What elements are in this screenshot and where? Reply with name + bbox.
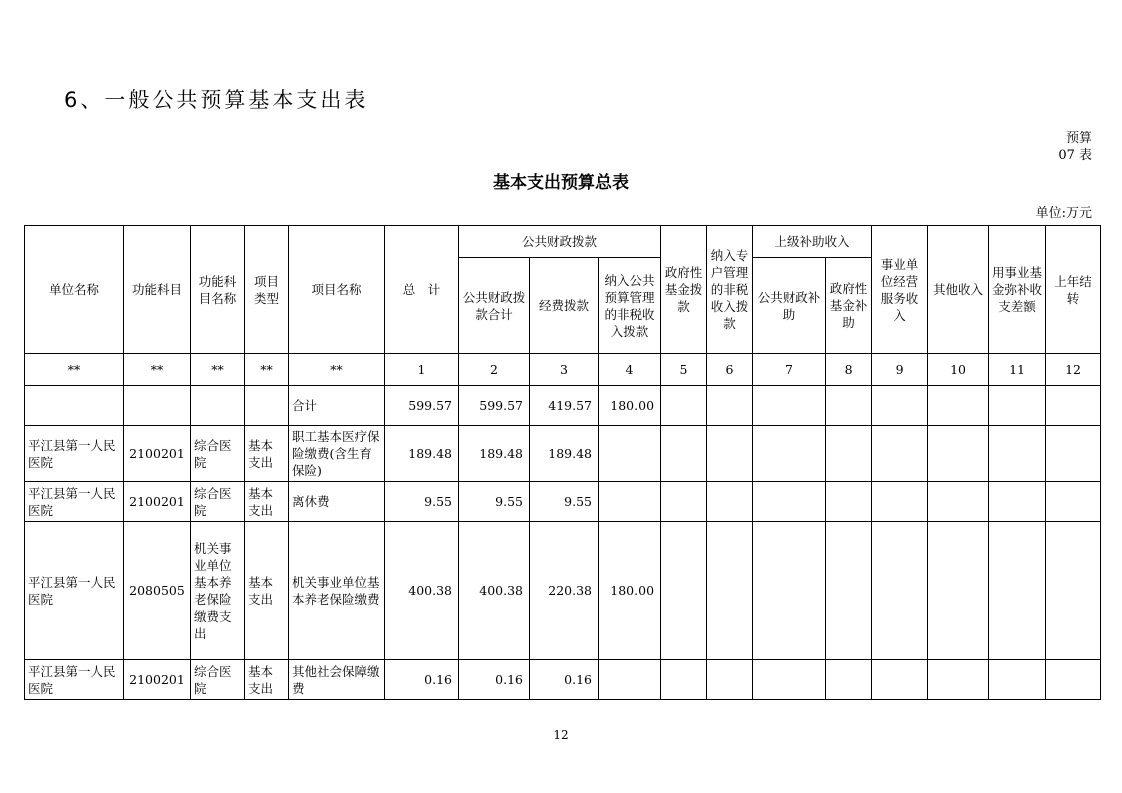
cell-unit: 平江县第一人民医院	[25, 426, 124, 482]
cell-pub-total: 9.55	[459, 482, 530, 522]
header-unit-name: 单位名称	[25, 226, 124, 354]
table-row	[25, 426, 1101, 482]
index-cell: **	[25, 354, 124, 386]
cell-nontax: 180.00	[599, 522, 661, 660]
cell-item: 其他社会保障缴费	[289, 660, 385, 700]
header-carryover: 上年结转	[1046, 226, 1101, 354]
header-func-code: 功能科目	[124, 226, 191, 354]
header-superior-public: 公共财政补助	[753, 258, 826, 354]
index-row	[25, 354, 1101, 386]
index-cell: 5	[661, 354, 707, 386]
cell-type: 基本支出	[245, 426, 289, 482]
cell-pub-total: 599.57	[459, 386, 530, 426]
cell-code: 2100201	[124, 660, 191, 700]
cell-total: 599.57	[385, 386, 459, 426]
page-heading: 6、一般公共预算基本支出表	[64, 88, 369, 112]
cell-total: 0.16	[385, 660, 459, 700]
cell-func: 综合医院	[191, 660, 245, 700]
header-item-type: 项目类型	[245, 226, 289, 354]
cell-code: 2080505	[124, 522, 191, 660]
cell-operating: 0.16	[530, 660, 599, 700]
header-item-name: 项目名称	[289, 226, 385, 354]
form-id-line1: 预算	[1065, 131, 1092, 146]
cell-item: 职工基本医疗保险缴费(含生育保险)	[289, 426, 385, 482]
index-cell: 7	[753, 354, 826, 386]
cell-code: 2100201	[124, 426, 191, 482]
index-cell: **	[289, 354, 385, 386]
header-superior-gov: 政府性基金补助	[826, 258, 872, 354]
cell-nontax: 180.00	[599, 386, 661, 426]
header-operating: 经费拨款	[530, 258, 599, 354]
table-row-total	[25, 386, 1101, 426]
cell-unit: 平江县第一人民医院	[25, 660, 124, 700]
header-row-1	[25, 226, 1101, 258]
index-cell: 3	[530, 354, 599, 386]
header-other: 其他收入	[928, 226, 989, 354]
header-gov-fund: 政府性基金拨款	[661, 226, 707, 354]
cell-type: 基本支出	[245, 522, 289, 660]
cell-func: 综合医院	[191, 482, 245, 522]
table-title: 基本支出预算总表	[493, 173, 629, 193]
form-id	[1058, 130, 1092, 164]
index-cell: 12	[1046, 354, 1101, 386]
table-row	[25, 482, 1101, 522]
index-cell: 10	[928, 354, 989, 386]
cell-func	[191, 386, 245, 426]
cell-nontax	[599, 482, 661, 522]
header-total: 总 计	[385, 226, 459, 354]
header-nontax: 纳入公共预算管理的非税收入拨款	[599, 258, 661, 354]
cell-code: 2100201	[124, 482, 191, 522]
cell-unit	[25, 386, 124, 426]
cell-func: 综合医院	[191, 426, 245, 482]
cell-pub-total: 189.48	[459, 426, 530, 482]
cell-unit: 平江县第一人民医院	[25, 522, 124, 660]
cell-total: 400.38	[385, 522, 459, 660]
header-special-nontax: 纳入专户管理的非税收入拨款	[707, 226, 753, 354]
header-func-name: 功能科目名称	[191, 226, 245, 354]
cell-nontax	[599, 426, 661, 482]
cell-pub-total: 400.38	[459, 522, 530, 660]
header-public-fin-total: 公共财政拨款合计	[459, 258, 530, 354]
cell-operating: 419.57	[530, 386, 599, 426]
cell-type	[245, 386, 289, 426]
cell-func: 机关事业单位基本养老保险缴费支出	[191, 522, 245, 660]
index-cell: 6	[707, 354, 753, 386]
index-cell: 8	[826, 354, 872, 386]
index-cell: 2	[459, 354, 530, 386]
header-public-fin: 公共财政拨款	[459, 226, 661, 258]
cell-item: 机关事业单位基本养老保险缴费	[289, 522, 385, 660]
unit-label: 单位:万元	[1035, 206, 1092, 221]
cell-item: 离休费	[289, 482, 385, 522]
index-cell: 1	[385, 354, 459, 386]
header-business: 事业单位经营服务收入	[872, 226, 928, 354]
index-cell: **	[191, 354, 245, 386]
cell-operating: 9.55	[530, 482, 599, 522]
cell-operating: 220.38	[530, 522, 599, 660]
cell-type: 基本支出	[245, 482, 289, 522]
header-fund-balance: 用事业基金弥补收支差额	[989, 226, 1046, 354]
index-cell: 11	[989, 354, 1046, 386]
cell-operating: 189.48	[530, 426, 599, 482]
index-cell: **	[245, 354, 289, 386]
index-cell: 9	[872, 354, 928, 386]
budget-table	[24, 225, 1101, 700]
index-cell: **	[124, 354, 191, 386]
table-row	[25, 660, 1101, 700]
index-cell: 4	[599, 354, 661, 386]
cell-pub-total: 0.16	[459, 660, 530, 700]
page-number: 12	[553, 728, 569, 742]
cell-total: 9.55	[385, 482, 459, 522]
cell-code	[124, 386, 191, 426]
cell-total: 189.48	[385, 426, 459, 482]
cell-type: 基本支出	[245, 660, 289, 700]
cell-unit: 平江县第一人民医院	[25, 482, 124, 522]
cell-nontax	[599, 660, 661, 700]
table-row	[25, 522, 1101, 660]
cell-item: 合计	[289, 386, 385, 426]
header-superior: 上级补助收入	[753, 226, 872, 258]
form-id-line2: 07 表	[1058, 148, 1092, 163]
